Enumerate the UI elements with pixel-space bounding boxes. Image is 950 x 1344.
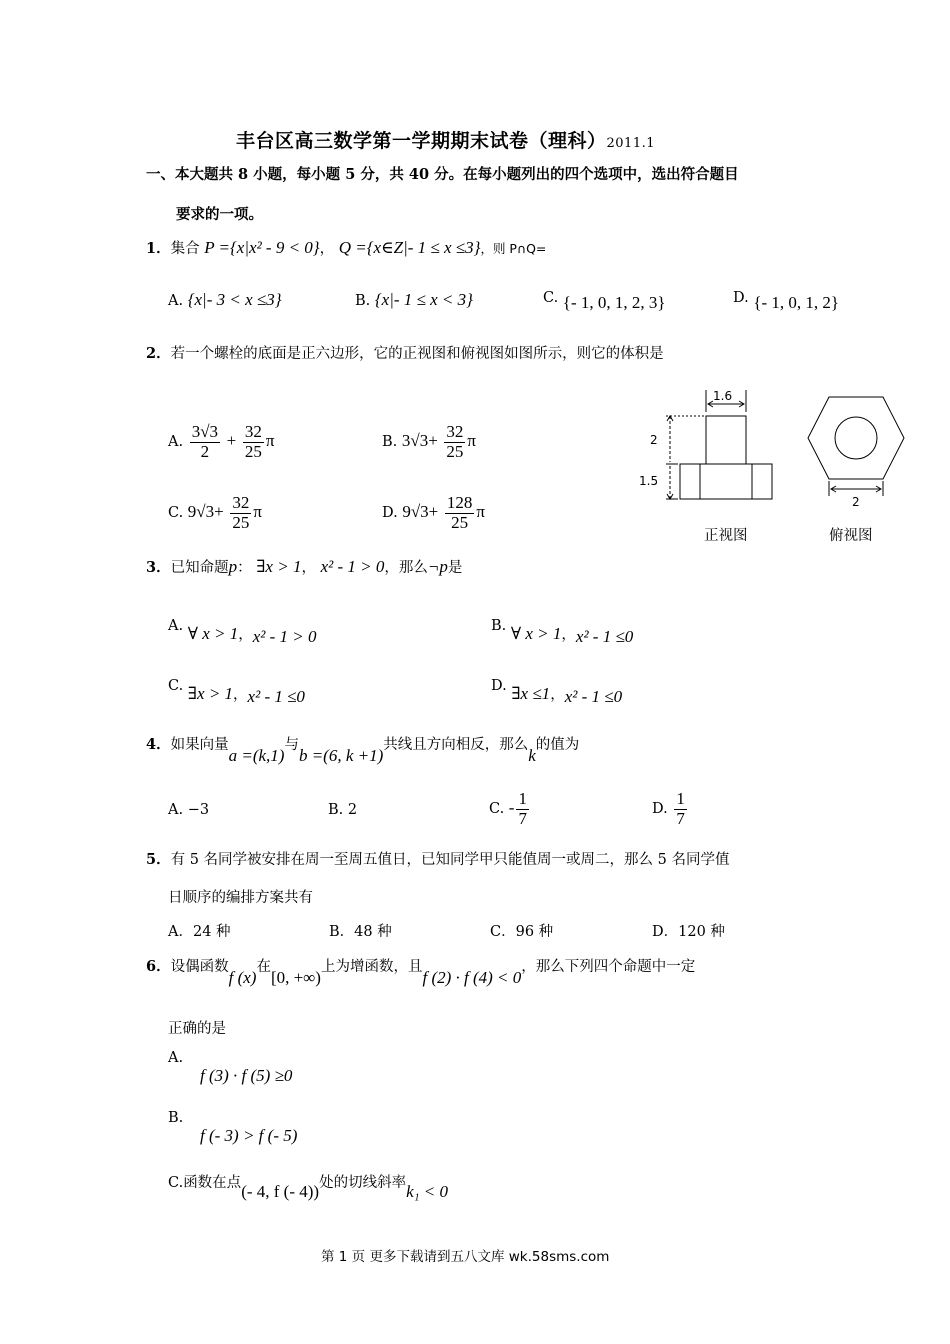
question-1 — [146, 237, 546, 258]
q1-option-c: C. {- 1, 0, 1, 2, 3} — [543, 290, 666, 312]
question-4: 4．如果向量a =(k,1)与b =(6, k +1)共线且方向相反，那么k的值为 — [146, 736, 580, 765]
section-header-line1: 一、本大题共 8 小题，每小题 5 分，共 40 分。在每小题列出的四个选项中，选出符合题目 — [146, 166, 739, 183]
top-view-figure — [800, 392, 912, 512]
dim-label-lower: 1.5 — [639, 474, 659, 488]
question-number: 4． — [146, 736, 171, 753]
q4-option-c: C. - $\frac{1}{7}$ — [489, 789, 527, 828]
q2-option-a: A. $\frac{3√3}{2}$ + $\frac{32}{25}$ π — [168, 422, 275, 461]
q4-option-a: A. −3 — [168, 802, 210, 818]
hexagon-outline — [808, 397, 904, 479]
q3-option-c: C. ∃x > 1，x² - 1 ≤0 — [168, 678, 305, 706]
q1-option-a: A. {x|- 3 < x ≤3} — [168, 290, 282, 309]
q1-set-p: P ={x|x² - 9 < 0} — [204, 238, 320, 257]
q1-option-d: D. {- 1, 0, 1, 2} — [733, 290, 840, 312]
bolt-circle — [835, 417, 877, 459]
page-title — [236, 126, 655, 153]
q3-option-d: D. ∃x ≤1，x² - 1 ≤0 — [491, 678, 623, 706]
caption-front-view: 正视图 — [704, 528, 748, 544]
question-6: 6．设偶函数f (x)在[0, +∞)上为增函数，且f (2) · f (4) < 0，那么下列四个命题中一定 — [146, 958, 696, 987]
front-view-figure — [630, 382, 790, 512]
bolt-head-rect — [706, 416, 746, 464]
q5-option-b: B．48 种 — [329, 924, 392, 940]
question-2 — [146, 342, 664, 363]
q6-option-c: C.函数在点(- 4, f (- 4))处的切线斜率k₁ < 0 — [168, 1175, 449, 1201]
question-number: 1． — [146, 240, 171, 257]
bolt-base-rect — [680, 464, 772, 499]
question-3: 3．已知命题p： ∃x > 1， x² - 1 > 0，那么¬p是 — [146, 557, 463, 576]
dim-label-top: 1.6 — [713, 389, 733, 403]
caption-top-view: 俯视图 — [829, 528, 873, 544]
q1-set-q: Q ={x∈Z|- 1 ≤ x ≤3} — [338, 238, 481, 257]
q1-sep: ， — [319, 241, 335, 257]
q5-option-a: A．24 种 — [168, 924, 231, 940]
q2-option-d: D. 9√3+ $\frac{128}{25}$ π — [382, 493, 485, 532]
q5-option-c: C．96 种 — [490, 924, 554, 940]
page-footer: 第 1 页 更多下载请到五八文库 wk.58sms.com — [321, 1249, 610, 1265]
dim-label-hex: 2 — [852, 495, 860, 509]
q2-option-c: C. 9√3+ $\frac{32}{25}$ π — [168, 493, 262, 532]
question-number: 2． — [146, 345, 171, 362]
q4-option-b: B. 2 — [328, 802, 358, 818]
q2-option-b: B. 3√3+ $\frac{32}{25}$ π — [382, 422, 477, 461]
section-header-line2: 要求的一项。 — [176, 206, 263, 223]
q6-option-b: B. f (- 3) > f (- 5) — [168, 1110, 298, 1145]
q2-text: 若一个螺栓的底面是正六边形，它的正视图和俯视图如图所示，则它的体积是 — [170, 346, 664, 362]
q6-option-a: A. f (3) · f (5) ≥0 — [168, 1050, 293, 1085]
question-number: 3． — [146, 559, 171, 576]
title-text: 丰台区高三数学第一学期期末试卷（理科） — [236, 130, 607, 152]
question-6-line2: 正确的是 — [168, 1021, 226, 1037]
q1-post: ，则 P∩Q= — [480, 241, 547, 256]
question-number: 6． — [146, 958, 171, 975]
q5-option-d: D．120 种 — [652, 924, 725, 940]
q3-option-a: A. ∀ x > 1，x² - 1 > 0 — [168, 618, 317, 646]
question-5-line2: 日顺序的编排方案共有 — [168, 890, 313, 906]
q1-option-b: B. {x|- 1 ≤ x < 3} — [355, 290, 473, 309]
dim-label-upper: 2 — [650, 433, 658, 447]
q3-option-b: B. ∀ x > 1，x² - 1 ≤0 — [491, 618, 634, 646]
question-number: 5． — [146, 851, 171, 868]
title-date: 2011.1 — [606, 136, 656, 151]
q1-pre: 集合 — [170, 241, 200, 257]
q4-option-d: D. $\frac{1}{7}$ — [652, 789, 685, 828]
question-5: 5．有 5 名同学被安排在周一至周五值日，已知同学甲只能值周一或周二，那么 5 名同学值 — [146, 851, 730, 868]
